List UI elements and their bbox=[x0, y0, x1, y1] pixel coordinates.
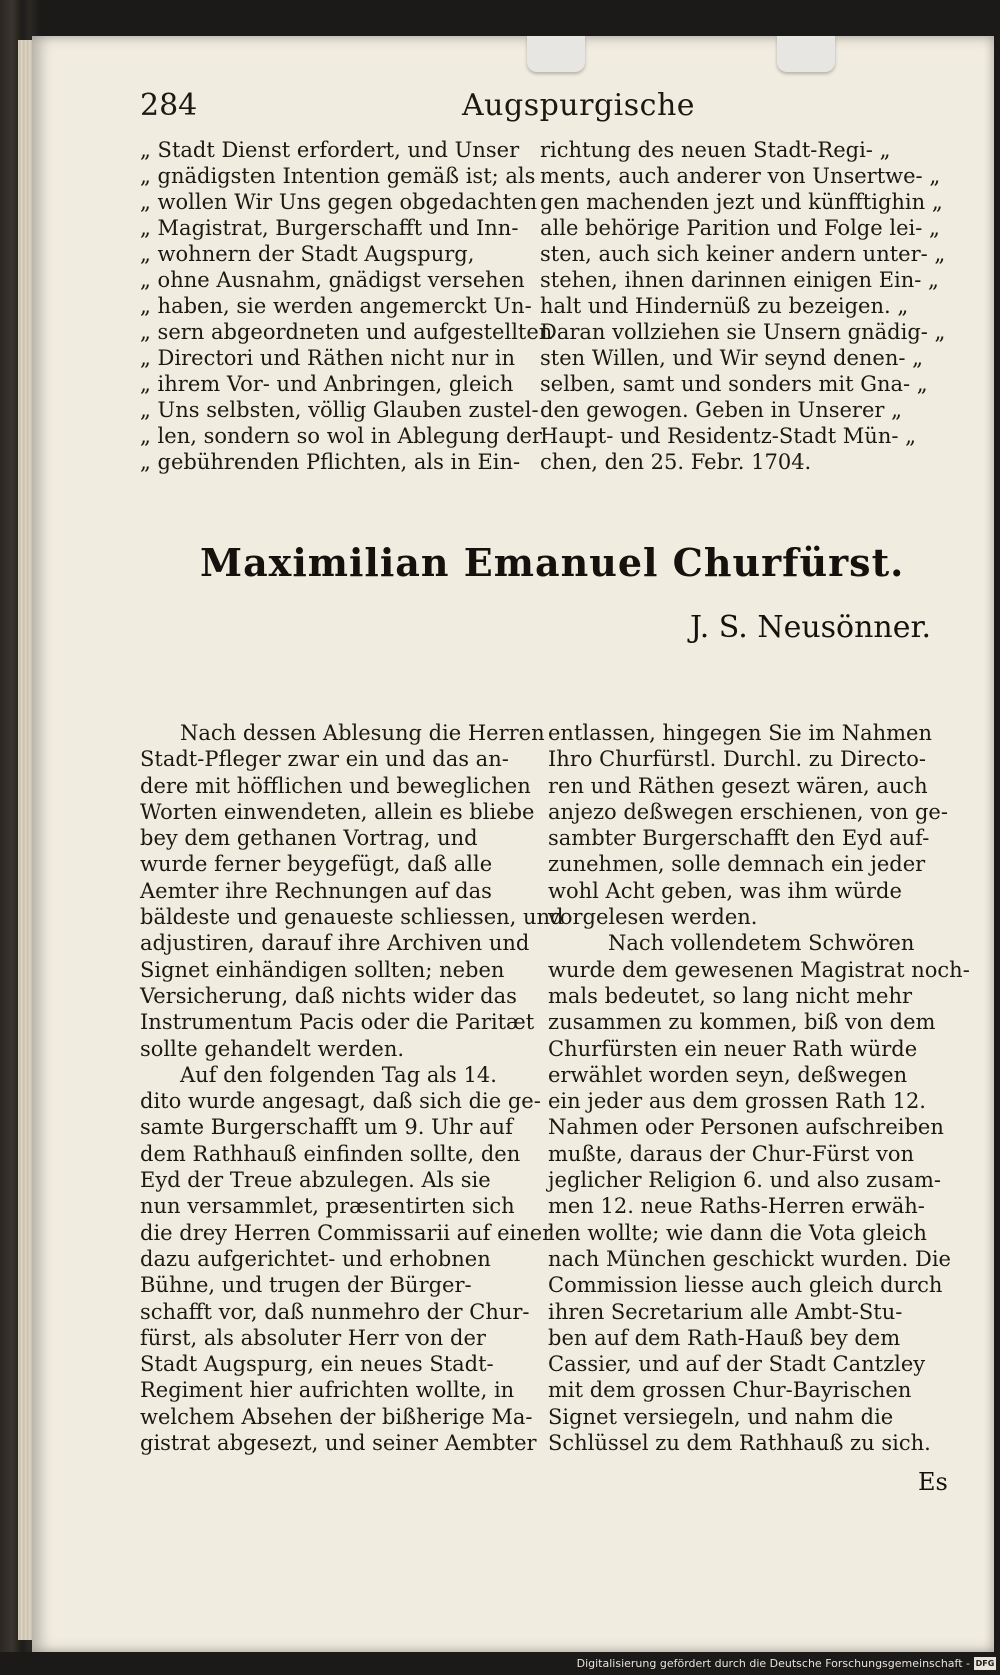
body-left-column bbox=[140, 720, 564, 1456]
decree-line: „ ohne Ausnahm, gnädigst versehen bbox=[140, 268, 525, 292]
body-line: fürst, als absoluter Herr von der bbox=[140, 1325, 486, 1350]
body-line: Churfürsten ein neuer Rath würde bbox=[548, 1036, 918, 1061]
body-right-column bbox=[548, 720, 970, 1456]
body-line: Bühne, und trugen der Bürger- bbox=[140, 1273, 472, 1298]
body-line: ren und Räthen gesezt wären, auch bbox=[548, 773, 928, 798]
body-line: welchem Absehen der bißherige Ma- bbox=[140, 1404, 533, 1429]
body-line: Cassier, und auf der Stadt Cantzley bbox=[548, 1352, 926, 1377]
decree-line: „ gebührenden Pflichten, als in Ein- bbox=[140, 450, 521, 474]
catchword: Es bbox=[918, 1468, 948, 1496]
body-line: bäldeste und genaueste schliessen, und bbox=[140, 905, 564, 930]
body-line: entlassen, hingegen Sie im Nahmen bbox=[548, 721, 932, 745]
body-line: dere mit höfflichen und beweglichen bbox=[140, 773, 531, 798]
body-line: men 12. neue Raths-Herren erwäh- bbox=[548, 1194, 925, 1219]
decree-line: „ wollen Wir Uns gegen obgedachten bbox=[140, 190, 538, 214]
body-line: mit dem grossen Chur-Bayrischen bbox=[548, 1378, 912, 1403]
body-line: ein jeder aus dem grossen Rath 12. bbox=[548, 1089, 926, 1114]
body-line: anjezo deßwegen erschienen, von ge- bbox=[548, 799, 948, 824]
body-line: mußte, daraus der Chur-Fürst von bbox=[548, 1141, 915, 1166]
body-line: adjustiren, darauf ihre Archiven und bbox=[140, 931, 530, 956]
body-line: sambter Burgerschafft den Eyd auf- bbox=[548, 826, 930, 851]
decree-line: stehen, ihnen darinnen einigen Ein- „ bbox=[540, 268, 939, 292]
body-line: die drey Herren Commissarii auf einer bbox=[140, 1220, 553, 1245]
decree-line: alle behörige Parition und Folge lei- „ bbox=[540, 216, 940, 240]
decree-line: „ Uns selbsten, völlig Glauben zustel- bbox=[140, 398, 539, 422]
body-line: ben auf dem Rath-Hauß bey dem bbox=[548, 1325, 901, 1350]
body-line: Eyd der Treue abzulegen. Als sie bbox=[140, 1168, 491, 1193]
body-line: dazu aufgerichtet- und erhobnen bbox=[140, 1246, 491, 1271]
decree-line: „ haben, sie werden angemerckt Un- bbox=[140, 294, 532, 318]
digitization-footer bbox=[0, 1652, 1000, 1675]
body-line: sollte gehandelt werden. bbox=[140, 1036, 405, 1061]
decree-line: Daran vollziehen sie Unsern gnädig- „ bbox=[540, 320, 946, 344]
body-line: Stadt-Pfleger zwar ein und das an- bbox=[140, 747, 509, 772]
body-line: nun versammlet, præsentirten sich bbox=[140, 1194, 515, 1219]
decree-line: Haupt- und Residentz-Stadt Mün- „ bbox=[540, 424, 917, 448]
body-line: gistrat abgesezt, und seiner Aembter bbox=[140, 1431, 537, 1456]
decree-line: „ wohnern der Stadt Augspurg, bbox=[140, 242, 475, 266]
decree-line: selben, samt und sonders mit Gna- „ bbox=[540, 372, 928, 396]
body-line: wohl Acht geben, was ihm würde bbox=[548, 878, 902, 903]
body-line: Aemter ihre Rechnungen auf das bbox=[140, 878, 492, 903]
body-line: erwählet worden seyn, deßwegen bbox=[548, 1062, 908, 1087]
body-line: Instrumentum Pacis oder die Paritæt bbox=[140, 1010, 535, 1035]
running-head: Augspurgische bbox=[462, 88, 696, 123]
body-line: Schlüssel zu dem Rathhauß zu sich. bbox=[548, 1431, 931, 1456]
decree-line: halt und Hindernüß zu bezeigen. „ bbox=[540, 294, 909, 318]
decree-left-column bbox=[140, 137, 553, 475]
decree-line: sten, auch sich keiner andern unter- „ bbox=[540, 242, 946, 266]
body-line: Signet versiegeln, und nahm die bbox=[548, 1404, 894, 1429]
decree-line: chen, den 25. Febr. 1704. bbox=[540, 450, 812, 474]
signature-name: Maximilian Emanuel Churfürst. bbox=[200, 540, 905, 585]
decree-line: „ Magistrat, Burgerschafft und Inn- bbox=[140, 216, 519, 240]
decree-line: den gewogen. Geben in Unserer „ bbox=[540, 398, 902, 422]
body-line: vorgelesen werden. bbox=[548, 905, 758, 930]
body-line: nach München geschickt wurden. Die bbox=[548, 1246, 951, 1271]
funding-credit: Digitalisierung gefördert durch die Deutsche Forschungsgemeinschaft - bbox=[576, 1657, 970, 1670]
body-line: zunehmen, solle demnach ein jeder bbox=[548, 852, 926, 877]
body-line: Ihro Churfürstl. Durchl. zu Directo- bbox=[548, 747, 926, 772]
body-line: schafft vor, daß nunmehro der Chur- bbox=[140, 1299, 530, 1324]
decree-line: „ sern abgeordneten und aufgestellten bbox=[140, 320, 553, 344]
body-line: jeglicher Religion 6. und also zusam- bbox=[548, 1168, 942, 1193]
body-line: Auf den folgenden Tag als 14. bbox=[180, 1062, 497, 1087]
body-line: Commission liesse auch gleich durch bbox=[548, 1273, 943, 1298]
body-line: bey dem gethanen Vortrag, und bbox=[140, 826, 478, 851]
page-number: 284 bbox=[140, 88, 198, 123]
decree-line: „ ihrem Vor- und Anbringen, gleich bbox=[140, 372, 514, 396]
body-line: len wollte; wie dann die Vota gleich bbox=[548, 1220, 927, 1245]
body-line: Worten einwendeten, allein es bliebe bbox=[140, 799, 535, 824]
body-line: Nach vollendetem Schwören bbox=[608, 931, 915, 956]
decree-line: „ Stadt Dienst erfordert, und Unser bbox=[140, 138, 520, 162]
body-line: Signet einhändigen sollten; neben bbox=[140, 957, 505, 982]
dfg-logo: DFG bbox=[975, 1659, 995, 1668]
decree-line: „ len, sondern so wol in Ablegung der bbox=[140, 424, 542, 448]
page-header bbox=[140, 88, 940, 132]
decree-line: gen machenden jezt und künfftighin „ bbox=[540, 190, 943, 214]
body-line: dem Rathhauß einfinden sollte, den bbox=[140, 1141, 521, 1166]
body-line: Regiment hier aufrichten wollte, in bbox=[140, 1378, 515, 1403]
signatory: J. S. Neusönner. bbox=[690, 610, 932, 645]
body-line: wurde ferner beygefügt, daß alle bbox=[140, 852, 493, 877]
body-line: Nahmen oder Personen aufschreiben bbox=[548, 1115, 944, 1140]
page-clip-left bbox=[527, 36, 585, 72]
decree-line: „ gnädigsten Intention gemäß ist; als bbox=[140, 164, 536, 188]
body-line: Nach dessen Ablesung die Herren bbox=[180, 721, 545, 745]
decree-line: „ Directori und Räthen nicht nur in bbox=[140, 346, 516, 370]
body-line: ihren Secretarium alle Ambt-Stu- bbox=[548, 1299, 903, 1324]
body-line: zusammen zu kommen, biß von dem bbox=[548, 1010, 936, 1035]
decree-right-column bbox=[540, 137, 946, 475]
page-clip-right bbox=[777, 36, 835, 72]
body-line: wurde dem gewesenen Magistrat noch- bbox=[548, 957, 970, 982]
body-line: samte Burgerschafft um 9. Uhr auf bbox=[140, 1115, 513, 1140]
body-line: Stadt Augspurg, ein neues Stadt- bbox=[140, 1352, 494, 1377]
body-line: dito wurde angesagt, daß sich die ge- bbox=[140, 1089, 541, 1114]
body-line: mals bedeutet, so lang nicht mehr bbox=[548, 983, 913, 1008]
decree-line: sten Willen, und Wir seynd denen- „ bbox=[540, 346, 924, 370]
decree-line: ments, auch anderer von Unsertwe- „ bbox=[540, 164, 941, 188]
decree-line: richtung des neuen Stadt-Regi- „ bbox=[540, 138, 891, 162]
body-line: Versicherung, daß nichts wider das bbox=[140, 983, 517, 1008]
